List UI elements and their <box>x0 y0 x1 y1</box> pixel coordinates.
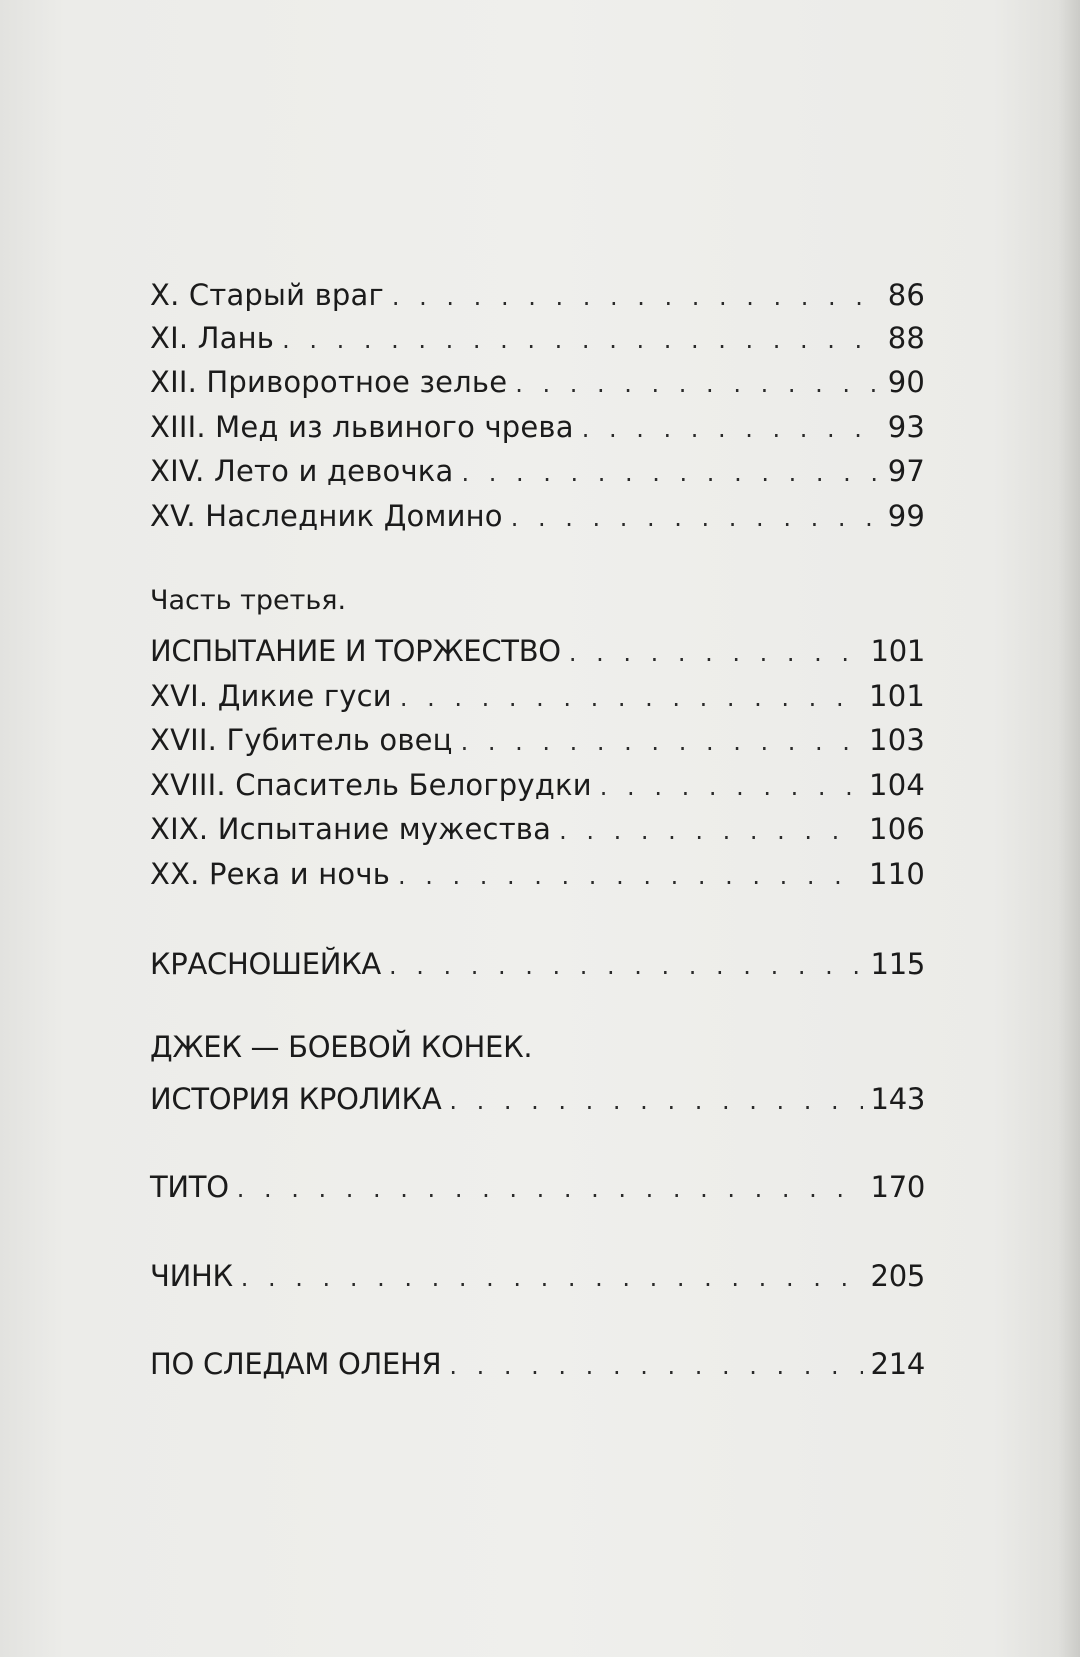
toc-entry-title: XVII. Губитель овец <box>150 723 453 757</box>
toc-entry-title: XII. Приворотное зелье <box>150 365 508 399</box>
toc-entry-title: ЧИНК <box>150 1259 233 1293</box>
toc-story[interactable] <box>150 1337 925 1381</box>
toc-entry[interactable] <box>150 758 925 802</box>
toc-entry[interactable] <box>150 489 925 533</box>
toc-story[interactable] <box>150 1249 925 1293</box>
dot-leader <box>389 951 863 981</box>
dot-leader <box>600 772 861 802</box>
toc-entry-title: КРАСНОШЕЙКА <box>150 947 381 981</box>
toc-entry-title: XIX. Испытание мужества <box>150 812 552 846</box>
toc-entry[interactable] <box>150 444 925 488</box>
dot-leader <box>511 503 880 533</box>
toc-entry-title: XIII. Мед из львиного чрева <box>150 410 574 444</box>
toc-entry-page: 101 <box>869 679 925 713</box>
dot-leader <box>515 369 879 399</box>
toc-entry-page: 143 <box>870 1082 925 1116</box>
dot-leader <box>449 1351 862 1381</box>
toc-part-heading[interactable] <box>150 624 925 668</box>
toc-entry-title: XV. Наследник Домино <box>150 499 503 533</box>
toc-entry[interactable] <box>150 669 925 713</box>
dot-leader <box>582 414 880 444</box>
toc-story[interactable] <box>150 937 925 981</box>
part-label: Часть третья. <box>150 585 347 616</box>
toc-entry-title: XI. Лань <box>150 321 275 355</box>
dot-leader <box>241 1263 863 1293</box>
toc-entry-page: 88 <box>887 321 925 355</box>
toc-entry-page: 106 <box>869 812 925 846</box>
toc-entry-title: X. Старый враг <box>150 278 384 312</box>
toc-entry[interactable] <box>150 268 925 312</box>
dot-leader <box>449 1086 862 1116</box>
dot-leader <box>282 325 880 355</box>
toc-entry-page: 103 <box>869 723 925 757</box>
dot-leader <box>392 282 880 312</box>
toc-story[interactable] <box>150 1072 925 1116</box>
dot-leader <box>400 683 861 713</box>
toc-entry-title: ИСТОРИЯ КРОЛИКА <box>150 1082 442 1116</box>
toc-entry-page: 104 <box>869 768 925 802</box>
dot-leader <box>461 458 879 488</box>
toc-entry[interactable] <box>150 802 925 846</box>
toc-entry-page: 205 <box>870 1259 925 1293</box>
toc-entry[interactable] <box>150 400 925 444</box>
toc-entry-page: 115 <box>870 947 925 981</box>
dot-leader <box>569 638 863 668</box>
toc-entry[interactable] <box>150 311 925 355</box>
dot-leader <box>237 1174 863 1204</box>
toc-entry-page: 110 <box>869 857 925 891</box>
toc-entry[interactable] <box>150 847 925 891</box>
toc-entry-page: 97 <box>887 454 925 488</box>
toc-entry-title: ПО СЛЕДАМ ОЛЕНЯ <box>150 1347 442 1381</box>
dot-leader <box>461 727 861 757</box>
toc-entry-title: XX. Река и ночь <box>150 857 390 891</box>
toc-story[interactable] <box>150 1160 925 1204</box>
toc-story-title-line1: ДЖЕК — БОЕВОЙ КОНЕК. <box>150 1030 533 1064</box>
toc-entry-page: 90 <box>887 365 925 399</box>
toc-entry-page: 86 <box>887 278 925 312</box>
toc-entry-page: 93 <box>887 410 925 444</box>
toc-entry[interactable] <box>150 355 925 399</box>
toc-entry-title: XVIII. Спаситель Белогрудки <box>150 768 592 802</box>
toc-entry[interactable] <box>150 713 925 757</box>
page-edge-shadow <box>1058 0 1080 1657</box>
toc-entry-title: XVI. Дикие гуси <box>150 679 392 713</box>
toc-entry-title: ТИТО <box>150 1170 229 1204</box>
toc-entry-title: XIV. Лето и девочка <box>150 454 454 488</box>
toc-entry-page: 99 <box>887 499 925 533</box>
toc-entry-page: 214 <box>870 1347 925 1381</box>
toc-entry-page: 170 <box>870 1170 925 1204</box>
dot-leader <box>398 861 861 891</box>
toc-entry-title: ИСПЫТАНИЕ И ТОРЖЕСТВО <box>150 634 561 668</box>
dot-leader <box>559 816 861 846</box>
toc-entry-page: 101 <box>870 634 925 668</box>
